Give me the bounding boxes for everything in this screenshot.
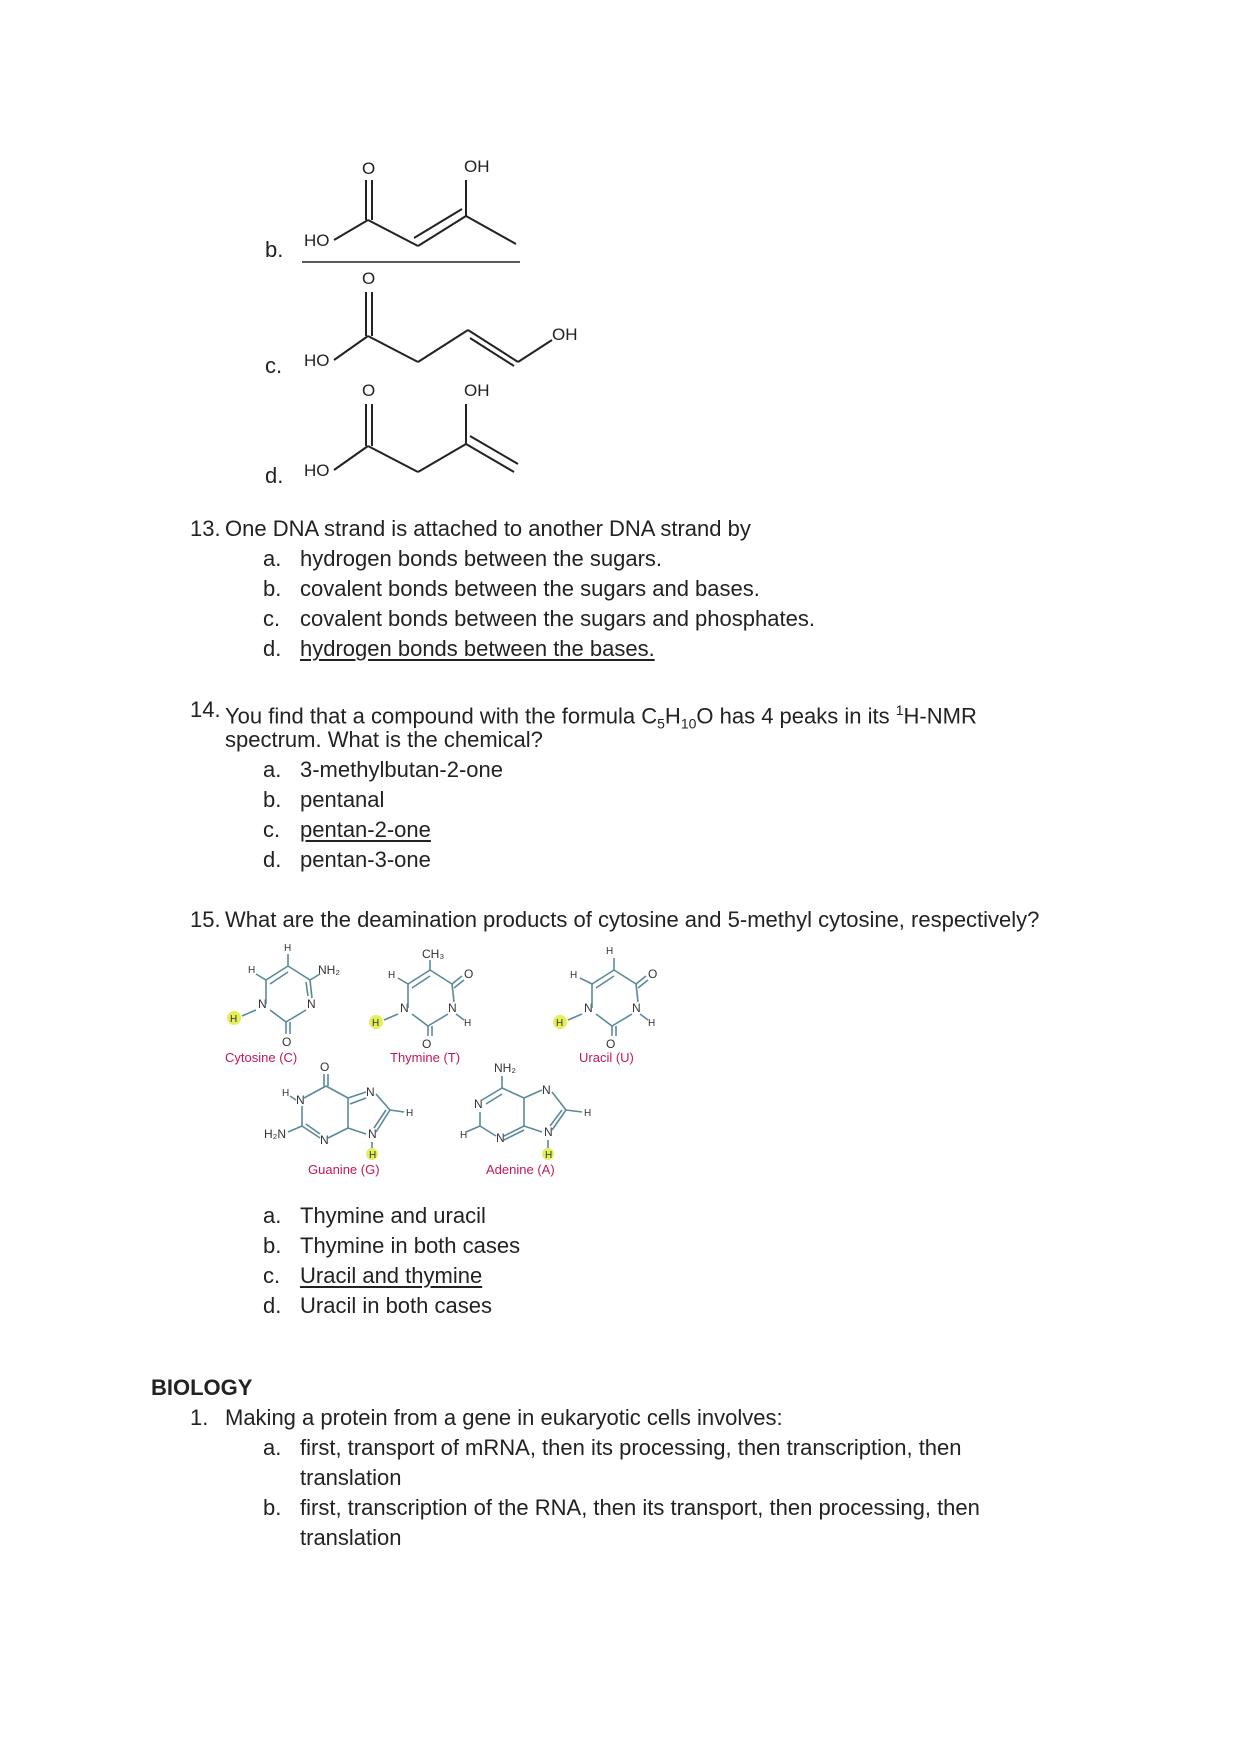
svg-text:H: H — [372, 1018, 380, 1029]
bio-q1-option-a-line2: translation — [300, 1465, 402, 1490]
oxygen-label: O — [362, 269, 376, 288]
svg-text:O: O — [422, 1037, 432, 1051]
q15-option-b: Thymine in both cases — [300, 1233, 521, 1258]
svg-text:N: N — [368, 1127, 377, 1141]
hydroxyl-label: OH — [464, 381, 490, 400]
svg-text:H: H — [584, 1108, 592, 1119]
q12-option-b-structure — [290, 150, 530, 270]
svg-text:H: H — [556, 1018, 564, 1029]
q14-question-line2: spectrum. What is the chemical? — [225, 727, 543, 752]
q13-option-c: covalent bonds between the sugars and phosphates. — [300, 606, 815, 631]
q12-option-d-letter: d. — [265, 463, 284, 488]
q12-option-d-structure — [290, 376, 530, 486]
q14-option-d: pentan-3-one — [300, 847, 431, 872]
svg-text:O: O — [464, 967, 474, 981]
hydroxyl-label: OH — [464, 157, 490, 176]
q15-number: 15. — [190, 907, 221, 932]
svg-text:N: N — [542, 1083, 551, 1097]
svg-text:N: N — [496, 1131, 505, 1145]
thymine-label: Thymine (T) — [390, 1050, 461, 1065]
svg-text:N: N — [307, 997, 316, 1011]
bio-q1-option-b-line1: first, transcription of the RNA, then its transport, then processing, then — [300, 1495, 980, 1520]
q14-option-b: pentanal — [300, 787, 385, 812]
q13-option-d-answer: hydrogen bonds between the bases. — [300, 636, 655, 661]
svg-text:N: N — [258, 997, 267, 1011]
q14-option-b-letter: b. — [263, 787, 282, 812]
adenine-label: Adenine (A) — [486, 1162, 555, 1177]
q14-option-c-letter: c. — [263, 817, 281, 842]
bio-q1-question: Making a protein from a gene in eukaryotic cells involves: — [225, 1405, 783, 1430]
svg-text:N: N — [474, 1097, 483, 1111]
q14-option-a-letter: a. — [263, 757, 282, 782]
svg-text:N: N — [544, 1125, 553, 1139]
svg-text:NH₂: NH₂ — [318, 963, 340, 977]
svg-text:H: H — [648, 1018, 656, 1029]
hydroxyl-label: OH — [552, 325, 578, 344]
bio-q1-option-b-letter: b. — [263, 1495, 282, 1520]
uracil-label: Uracil (U) — [579, 1050, 634, 1065]
svg-text:H: H — [282, 1088, 290, 1099]
svg-text:O: O — [606, 1037, 616, 1051]
q15-option-a: Thymine and uracil — [300, 1203, 486, 1228]
svg-text:H: H — [230, 1014, 238, 1025]
thymine-structure — [369, 947, 473, 1065]
svg-text:N: N — [320, 1133, 329, 1147]
hydroxyl-label: HO — [304, 461, 330, 480]
q14-number: 14. — [190, 697, 221, 722]
svg-text:O: O — [648, 967, 658, 981]
svg-text:O: O — [282, 1035, 292, 1049]
svg-text:N: N — [584, 1001, 593, 1015]
q14-option-c-answer: pentan-2-one — [300, 817, 431, 842]
q13-option-c-letter: c. — [263, 606, 281, 631]
svg-text:N: N — [448, 1001, 457, 1015]
hydroxyl-label: HO — [304, 231, 330, 250]
svg-text:O: O — [320, 1060, 330, 1074]
q15-option-d: Uracil in both cases — [300, 1293, 492, 1318]
svg-text:N: N — [366, 1085, 375, 1099]
guanine-structure — [264, 1060, 413, 1177]
svg-text:H: H — [570, 970, 578, 981]
svg-text:H₂N: H₂N — [264, 1127, 286, 1141]
svg-text:H: H — [284, 943, 292, 954]
q12-option-c-structure — [290, 268, 610, 378]
svg-text:H: H — [464, 1018, 472, 1029]
adenine-structure — [460, 1061, 591, 1177]
q13-option-b: covalent bonds between the sugars and bases. — [300, 576, 760, 601]
svg-text:N: N — [296, 1093, 305, 1107]
oxygen-label: O — [362, 381, 376, 400]
bio-q1-option-b-line2: translation — [300, 1525, 402, 1550]
q12-option-b-letter: b. — [265, 237, 284, 262]
q14-question-line1: You find that a compound with the formula $C_5H_{10}O$ has 4 peaks in its $^1$H-NMR — [225, 702, 977, 732]
q15-option-b-letter: b. — [263, 1233, 282, 1258]
section-heading-biology: BIOLOGY — [151, 1375, 253, 1400]
bio-q1-number: 1. — [190, 1405, 209, 1430]
cytosine-structure — [225, 943, 340, 1065]
q13-option-a: hydrogen bonds between the sugars. — [300, 546, 663, 571]
uracil-structure — [553, 946, 657, 1065]
nucleobase-figure — [220, 938, 760, 1198]
svg-text:H: H — [545, 1150, 553, 1161]
svg-text:NH₂: NH₂ — [494, 1061, 516, 1075]
guanine-label: Guanine (G) — [308, 1162, 380, 1177]
q12-option-c-letter: c. — [265, 353, 283, 378]
svg-text:H: H — [406, 1108, 414, 1119]
bio-q1-option-a-letter: a. — [263, 1435, 282, 1460]
q15-option-d-letter: d. — [263, 1293, 282, 1318]
svg-text:CH₃: CH₃ — [422, 947, 445, 961]
q13-option-a-letter: a. — [263, 546, 282, 571]
q15-option-c-letter: c. — [263, 1263, 281, 1288]
bio-q1-option-a-line1: first, transport of mRNA, then its processing, then transcription, then — [300, 1435, 962, 1460]
q15-option-a-letter: a. — [263, 1203, 282, 1228]
q13-option-b-letter: b. — [263, 576, 282, 601]
svg-text:H: H — [388, 970, 396, 981]
svg-text:N: N — [632, 1001, 641, 1015]
svg-text:N: N — [400, 1001, 409, 1015]
q13-number: 13. — [190, 516, 221, 541]
svg-text:H: H — [369, 1150, 377, 1161]
q13-option-d-letter: d. — [263, 636, 282, 661]
svg-text:H: H — [248, 965, 256, 976]
svg-text:H: H — [606, 946, 614, 957]
q15-option-c-answer: Uracil and thymine — [300, 1263, 483, 1288]
cytosine-label: Cytosine (C) — [225, 1050, 298, 1065]
hydroxyl-label: HO — [304, 351, 330, 370]
svg-text:H: H — [460, 1130, 468, 1141]
q13-question: One DNA strand is attached to another DNA strand by — [225, 516, 751, 541]
q14-option-a: 3-methylbutan-2-one — [300, 757, 504, 782]
oxygen-label: O — [362, 159, 376, 178]
q15-question: What are the deamination products of cytosine and 5-methyl cytosine, respectively? — [225, 907, 1040, 932]
q14-option-d-letter: d. — [263, 847, 282, 872]
